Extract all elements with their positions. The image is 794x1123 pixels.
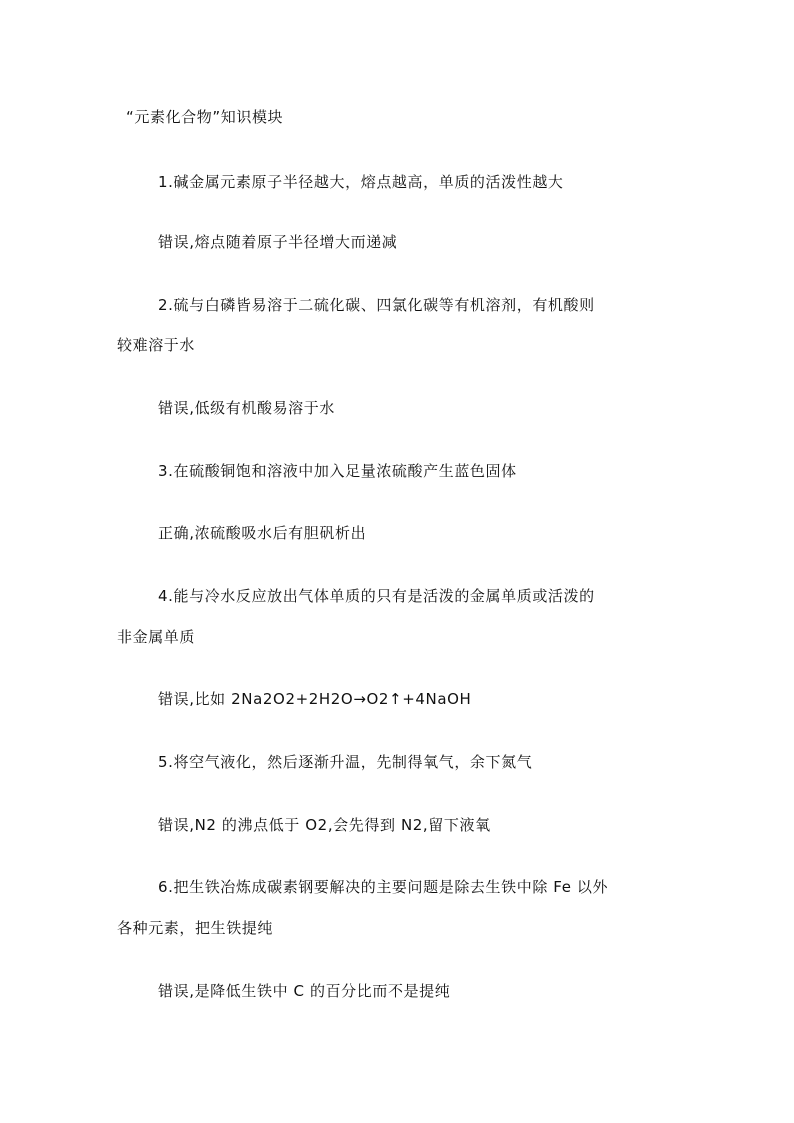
answer-2: 错误,低级有机酸易溶于水 <box>158 399 335 417</box>
answer-5: 错误,N2 的沸点低于 O2,会先得到 N2,留下液氧 <box>158 816 491 834</box>
question-2-line-2: 较难溶于水 <box>117 336 196 354</box>
answer-3: 正确,浓硫酸吸水后有胆矾析出 <box>158 524 367 542</box>
section-title: “元素化合物”知识模块 <box>126 108 284 126</box>
question-2-line-1: 2.硫与白磷皆易溶于二硫化碳、四氯化碳等有机溶剂，有机酸则 <box>158 296 595 314</box>
question-4-line-2: 非金属单质 <box>117 628 196 646</box>
answer-1: 错误,熔点随着原子半径增大而递减 <box>158 233 398 251</box>
answer-6: 错误,是降低生铁中 C 的百分比而不是提纯 <box>158 982 451 1000</box>
question-6-line-1: 6.把生铁冶炼成碳素钢要解决的主要问题是除去生铁中除 Fe 以外 <box>158 878 609 896</box>
question-5: 5.将空气液化，然后逐渐升温，先制得氧气，余下氮气 <box>158 753 533 771</box>
question-3: 3.在硫酸铜饱和溶液中加入足量浓硫酸产生蓝色固体 <box>158 462 517 480</box>
answer-4: 错误,比如 2Na2O2+2H2O→O2↑+4NaOH <box>158 690 472 708</box>
question-4-line-1: 4.能与冷水反应放出气体单质的只有是活泼的金属单质或活泼的 <box>158 587 595 605</box>
question-6-line-2: 各种元素，把生铁提纯 <box>117 919 274 937</box>
question-1: 1.碱金属元素原子半径越大，熔点越高，单质的活泼性越大 <box>158 173 564 191</box>
